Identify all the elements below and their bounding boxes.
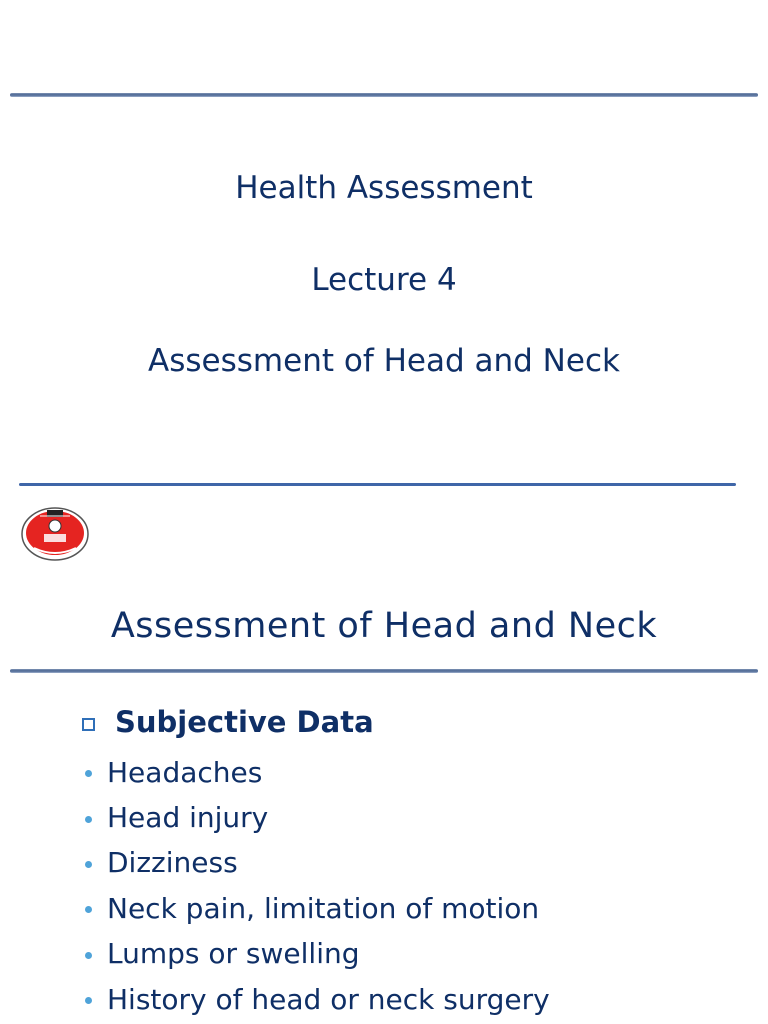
top-divider: [10, 93, 758, 97]
list-item-text: Head injury: [107, 801, 269, 835]
bullet-dot-icon: [85, 816, 92, 823]
list-item-text: Headaches: [107, 755, 263, 789]
list-item: [82, 886, 550, 931]
checkbox-icon: [82, 718, 95, 731]
bullet-dot-icon: [85, 997, 92, 1004]
slide-separator: [19, 483, 736, 486]
lecture-topic: Assessment of Head and Neck: [148, 343, 620, 379]
list-item-text: History of head or neck surgery: [107, 982, 550, 1016]
course-title: Health Assessment: [235, 170, 533, 206]
list-item: [82, 932, 550, 977]
list-item: [82, 841, 550, 886]
lecture-number: Lecture 4: [311, 262, 457, 298]
bullet-list: [82, 750, 550, 1022]
list-item-text: Neck pain, limitation of motion: [107, 891, 540, 925]
university-logo: [20, 504, 90, 562]
slide-title: Assessment of Head and Neck: [110, 606, 658, 646]
bullet-dot-icon: [85, 770, 92, 777]
title-divider: [10, 669, 758, 673]
bullet-dot-icon: [85, 906, 92, 913]
list-item: [82, 795, 550, 840]
bullet-dot-icon: [85, 861, 92, 868]
list-item-text: Dizziness: [107, 846, 238, 880]
bullet-dot-icon: [85, 952, 92, 959]
section-label: Subjective Data: [115, 705, 374, 739]
section-heading: [82, 702, 374, 742]
list-item: [82, 977, 550, 1022]
list-item: [82, 750, 550, 795]
list-item-text: Lumps or swelling: [107, 937, 360, 971]
